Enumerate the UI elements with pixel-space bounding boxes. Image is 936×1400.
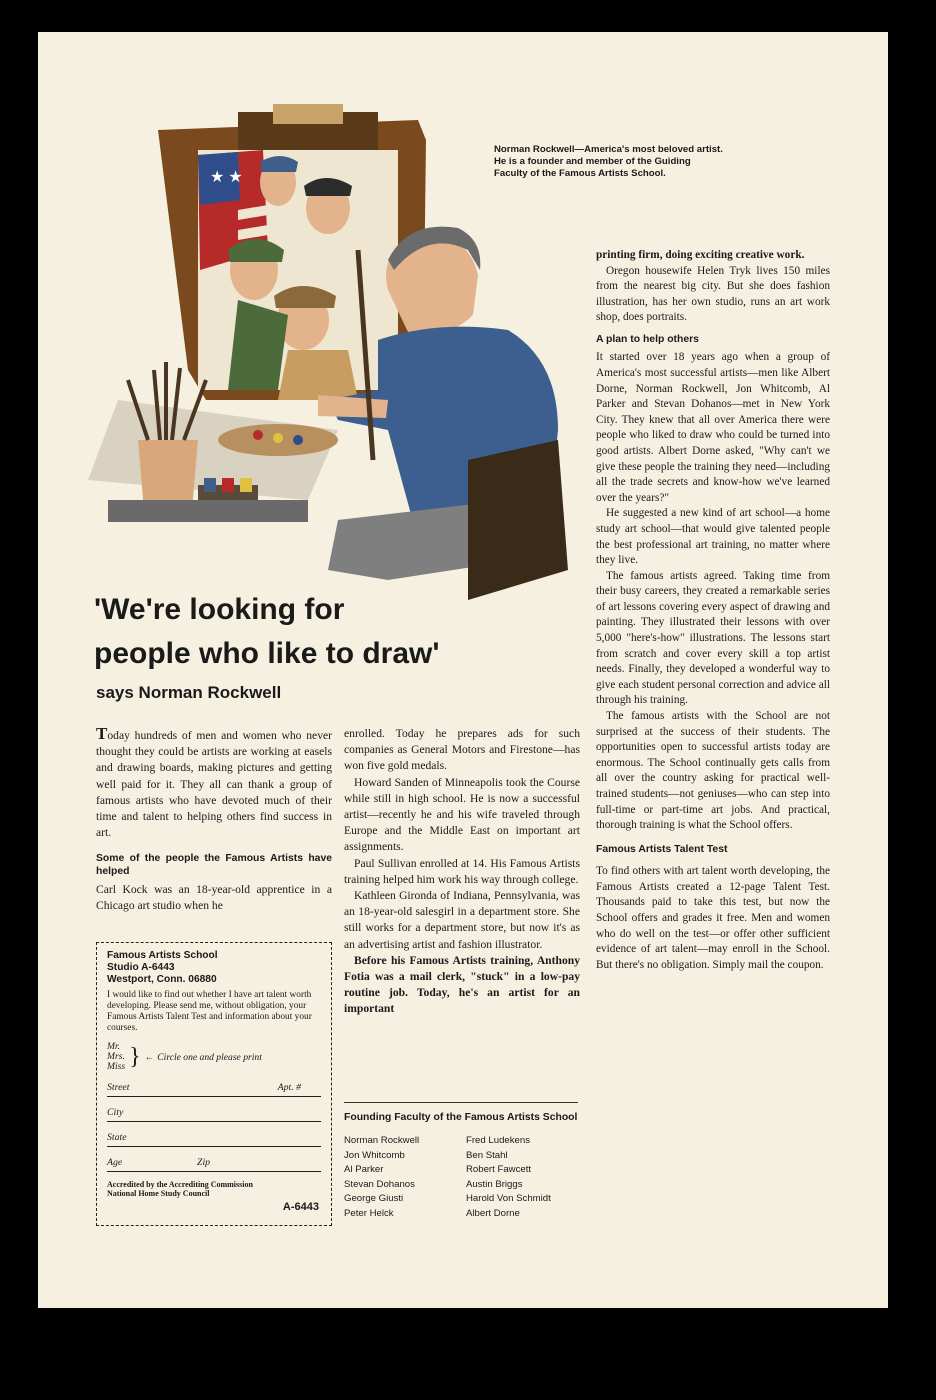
faculty-heading: Founding Faculty of the Famous Artists School — [344, 1112, 578, 1123]
caption-name: Norman Rockwell — [494, 144, 575, 155]
col2-paragraph-3: Paul Sullivan enrolled at 14. His Famous Artists training helped him work his way through college. — [344, 856, 580, 886]
coupon-school: Famous Artists School — [107, 950, 218, 961]
coupon-body: I would like to find out whether I have art talent worth developing. Please send me, without obligation, your Famous Artists Talent Test and information about your courses. — [107, 990, 312, 1033]
col3-heading-plan: A plan to help others — [596, 333, 699, 345]
col3-paragraph-4: He suggested a new kind of art school—a home study art school—that would give talented people the best professional art training, no matter where they live. — [596, 507, 830, 567]
faculty-name: Harold Von Schmidt — [466, 1193, 551, 1205]
zip-field[interactable]: Zip — [197, 1157, 211, 1168]
coupon-city: Westport, Conn. 06880 — [107, 974, 217, 985]
title-selector[interactable] — [107, 1042, 321, 1072]
col3-paragraph-6: The famous artists with the School are not surprised at the success of their students. The opportunities open to successful artists today are enormous. The School continually gets calls from all over the country asking for practical well-trained students—not geniuses—who can step into full-time or part-time art jobs. And practical, thorough training is what the School offers. — [596, 710, 830, 832]
subhead: says Norman Rockwell — [96, 683, 282, 702]
headline-line-1: 'We're looking for — [94, 593, 345, 626]
headline-line-2: people who like to draw' — [94, 637, 440, 670]
col1-paragraph-1: Today hundreds of men and women who never thought they could be artists are working at easels and drawing boards, making pictures and getting well paid for it. They all can thank a group of famous artists who have devoted much of their time and talent to helping others find success in art. — [96, 724, 332, 840]
faculty-name: Stevan Dohanos — [344, 1178, 415, 1190]
col2-paragraph-1: enrolled. Today he prepares ads for such companies as General Motors and Firestone—has won five gold medals. — [344, 727, 580, 773]
founding-faculty — [344, 1112, 584, 1222]
illustration-caption — [494, 144, 724, 179]
col2-paragraph-2: Howard Sanden of Minneapolis took the Course while still in high school. He is now a successful artist—recently he and his wife traveled through Europe and the Middle East on important art assignments. — [344, 775, 580, 854]
apt-field[interactable]: Apt. # — [277, 1082, 301, 1093]
col3-paragraph-5: The famous artists agreed. Taking time from their busy careers, they created a remarkable series of art lessons covering every aspect of drawing and painting. They illustrated their lessons with over 5,000 "here's-how" illustrations. The lessons start from scratch and cover every skill a top artist needs. Finally, they developed a wonderful way to give each student personal correction and advice all through his training. — [596, 569, 830, 707]
faculty-name: Fred Ludekens — [466, 1135, 530, 1146]
faculty-right-column — [466, 1134, 588, 1222]
column-1 — [96, 726, 332, 915]
faculty-name: Peter Helck — [344, 1207, 394, 1219]
col1-paragraph-2: Carl Kock was an 18-year-old apprentice in a Chicago art studio when he — [96, 883, 332, 913]
col1-heading: Some of the people the Famous Artists have helped — [96, 853, 332, 877]
col3-paragraph-3: It started over 18 years ago when a group of America's most successful artists—men like Albert Dorne, Norman Rockwell, Jon Whitcomb, Al Parker and Stevan Dohanos—met in New York City. They knew that all over America there were people who liked to draw who could be turned into good artists. Albert Dorne asked, "Why can't we give these people the training they need—including all the trade secrets and know-how we've learned over the years?" — [596, 351, 830, 504]
svg-text:★ ★: ★ ★ — [210, 169, 243, 186]
faculty-name: Jon Whitcomb — [344, 1149, 405, 1161]
coupon-code: A-6443 — [282, 1201, 319, 1213]
faculty-name: Austin Briggs — [466, 1178, 523, 1190]
drop-cap: T — [96, 724, 108, 743]
faculty-name: Albert Dorne — [466, 1207, 520, 1219]
circle-note: Circle one and please print — [157, 1051, 262, 1063]
faculty-name: Robert Fawcett — [466, 1164, 532, 1176]
faculty-name: Norman Rockwell — [344, 1135, 420, 1146]
col2-paragraph-5: Before his Famous Artists training, Anthony Fotia was a mail clerk, "stuck" in a low-pay routine job. Today, he's an artist for an important — [344, 953, 580, 1016]
state-field[interactable]: State — [107, 1132, 321, 1147]
col2-paragraph-4: Kathleen Gironda of Indiana, Pennsylvania, was an 18-year-old salesgirl in a department store. She still works for a department store, but now it's as an advertising artist and fashion illustrator. — [344, 889, 580, 951]
faculty-name: Ben Stahl — [466, 1149, 508, 1161]
title-mrs[interactable]: Mrs. — [107, 1051, 125, 1062]
faculty-names — [344, 1134, 584, 1222]
accreditation: Accredited by the Accrediting Commission National Home Study Council — [107, 1180, 253, 1199]
caption-text: —America's most beloved artist. He is a founder and member of the Guiding Faculty of the Famous Artists School. — [494, 144, 723, 179]
faculty-name: George Giusti — [344, 1193, 404, 1205]
coupon-studio: Studio A-6443 — [107, 962, 175, 973]
title-miss[interactable]: Miss — [107, 1061, 126, 1072]
faculty-left-column — [344, 1134, 466, 1222]
column-2 — [344, 726, 580, 1018]
title-mr[interactable]: Mr. — [107, 1041, 121, 1052]
headline — [94, 588, 574, 676]
col3-paragraph-1: printing firm, doing exciting creative work. — [596, 249, 805, 261]
title-options[interactable] — [107, 1042, 125, 1072]
street-field[interactable]: Street Apt. # — [107, 1082, 321, 1097]
mail-coupon[interactable] — [96, 942, 332, 1226]
faculty-name: Al Parker — [344, 1164, 384, 1176]
city-field[interactable]: City — [107, 1107, 321, 1122]
col3-paragraph-7: To find others with art talent worth developing, the Famous Artists created a 12-page Talent Test. Thousands paid to take this test, but now the School offers and grades it free. Men and women who do well on the test—or offer other sufficient evidence of art talent—may enroll in the School. But there's no obligation. Simply mail the coupon. — [596, 865, 830, 971]
col3-paragraph-2: Oregon housewife Helen Tryk lives 150 miles from the nearest big city. But she does fashion illustration, has her own studio, runs an art work shop, does portraits. — [596, 264, 830, 324]
arrow-left-icon: ← — [144, 1051, 155, 1063]
brace-icon: } — [129, 1043, 141, 1070]
col3-heading-talent-test: Famous Artists Talent Test — [596, 843, 728, 855]
column-3 — [596, 248, 830, 973]
age-field[interactable]: Age Zip — [107, 1157, 321, 1172]
ad-page — [38, 32, 888, 1308]
faculty-divider — [344, 1102, 578, 1103]
